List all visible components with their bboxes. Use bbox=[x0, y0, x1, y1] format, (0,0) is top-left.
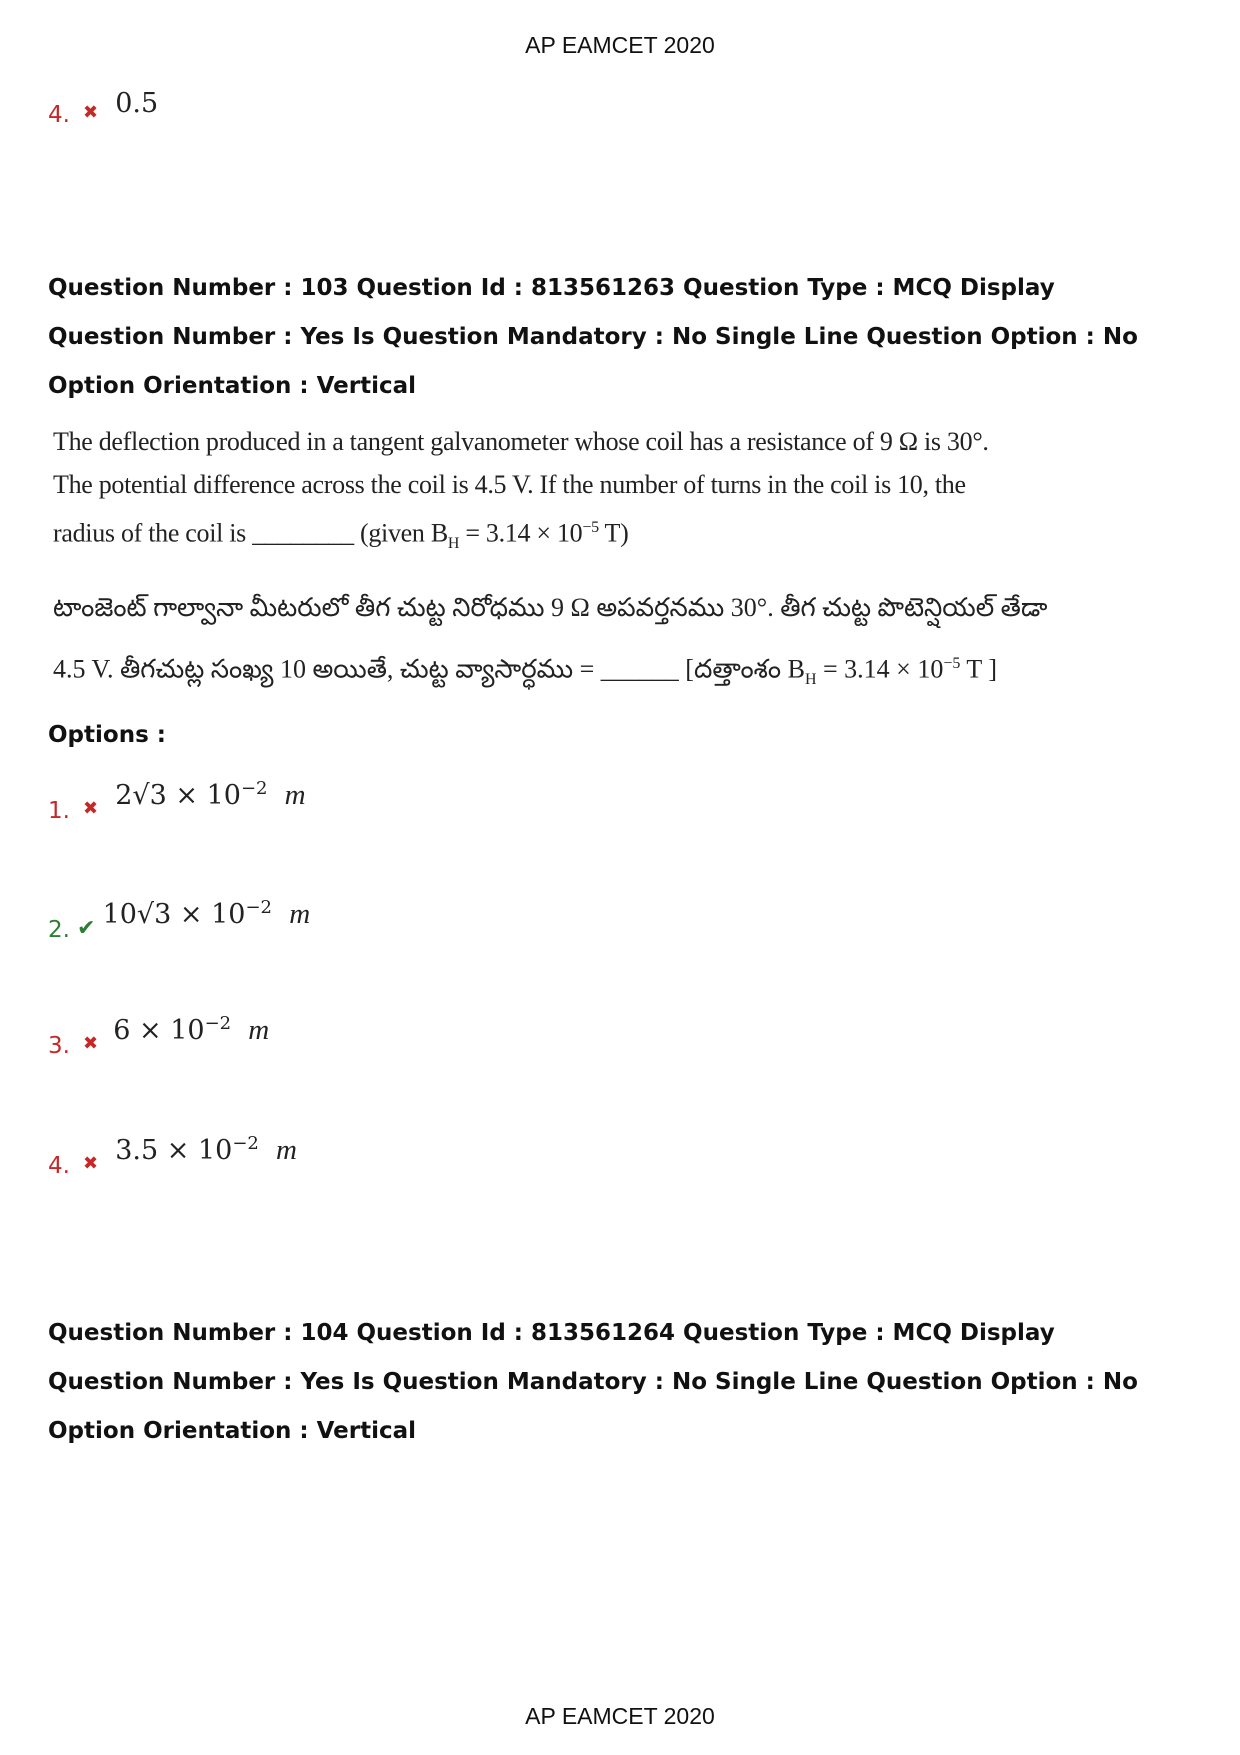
option-1 bbox=[48, 778, 306, 824]
cross-icon: ✖ bbox=[83, 102, 99, 123]
option-value: $10√3 \times 10^{-2}$ m bbox=[102, 897, 311, 930]
option-value: 0.5 bbox=[115, 88, 159, 119]
cross-icon: ✖ bbox=[83, 1033, 99, 1054]
option-number: 4. bbox=[48, 1153, 70, 1179]
question-103-english bbox=[53, 420, 989, 565]
option-number: 1. bbox=[48, 798, 70, 824]
question-line-3: radius of the coil is ________ (given $B_H = 3.14 \times 10^{-5}$ T) bbox=[53, 518, 629, 552]
option-2 bbox=[48, 897, 310, 943]
telugu-line-1: టాంజెంట్ గాల్వానా మీటరులో తీగ చుట్ట నిరోధము 9 Ω అపవర్తనము 30°. తీగ చుట్ట పొటెన్షియల్ తేడా bbox=[53, 593, 1048, 622]
option-number: 3. bbox=[48, 1033, 70, 1059]
cross-icon: ✖ bbox=[83, 1153, 99, 1174]
page-footer: AP EAMCET 2020 bbox=[525, 1703, 715, 1729]
option-3 bbox=[48, 1013, 269, 1059]
option-4 bbox=[48, 1133, 297, 1179]
option-number: 2. bbox=[48, 917, 70, 943]
question-103-meta: Question Number : 103 Question Id : 813561263 Question Type : MCQ Display Question Number : Yes Is Question Mandatory : No Single Line Question Option : No Option Orientation : Vertical bbox=[48, 275, 1138, 399]
question-line-2: The potential difference across the coil is 4.5 V. If the number of turns in the coil is 10, the bbox=[53, 470, 966, 499]
question-103-telugu bbox=[53, 580, 1047, 708]
question-104-meta: Question Number : 104 Question Id : 813561264 Question Type : MCQ Display Question Number : Yes Is Question Mandatory : No Single Line Question Option : No Option Orientation : Vertical bbox=[48, 1320, 1138, 1444]
page-header: AP EAMCET 2020 bbox=[525, 32, 715, 58]
check-icon: ✔ bbox=[77, 916, 96, 941]
option-number: 4. bbox=[48, 102, 70, 128]
question-line-1: The deflection produced in a tangent galvanometer whose coil has a resistance of 9 Ω is 30°. bbox=[53, 427, 989, 456]
options-label: Options : bbox=[48, 722, 166, 748]
cross-icon: ✖ bbox=[83, 798, 99, 819]
telugu-line-2: 4.5 V. తీగచుట్ల సంఖ్య 10 అయితే, చుట్ట వ్యాసార్ధము = ______ [దత్తాంశం $B_H = 3.14 \times 10^{-5}$ T ] bbox=[53, 654, 997, 688]
option-value: $2√3 \times 10^{-2}$ m bbox=[115, 778, 306, 811]
option-value: $3.5 \times 10^{-2}$ m bbox=[115, 1133, 297, 1166]
option-value: $6 \times 10^{-2}$ m bbox=[113, 1013, 270, 1046]
prev-option-4 bbox=[48, 88, 158, 128]
